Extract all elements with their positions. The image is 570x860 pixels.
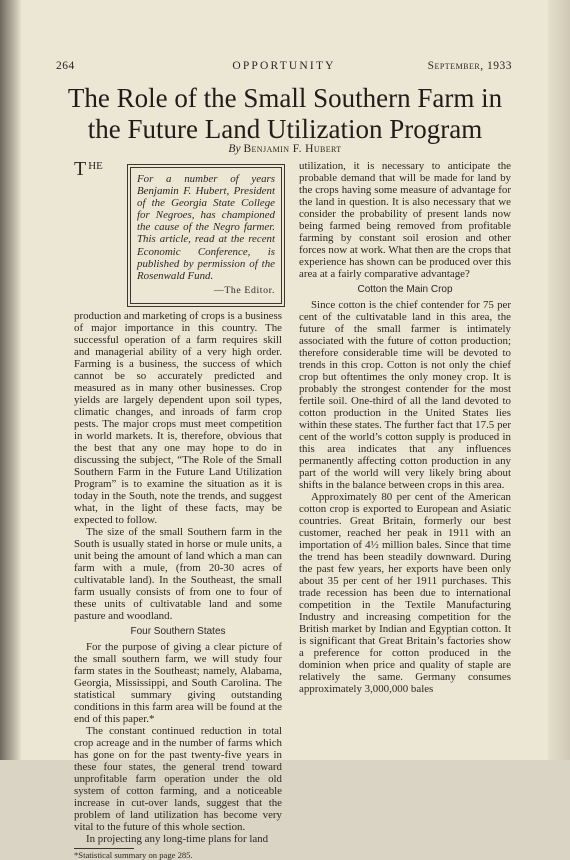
drop-cap: T [74,158,87,180]
subhead-cotton: Cotton the Main Crop [357,284,453,295]
lead-paragraph-text: production and marketing of crops is a business of major importance in this country. The successful operation of a farm requires skill and managerial ability of a very high order. Farming is a business, the success of which cannot be so accurately predicted and measured as in many other businesses. Crop yields are largely dependent upon soil types, climatic changes, and inroads of farm crop pests. The major crops must meet competition in world markets. It is, therefore, obvious that the best that any one may hope to do in discussing the subject, “The Role of the Small Southern Farm in the Future Land Utilization Program” is to examine the situation as it is today in the South, note the trends, and suggest what, in the light of these facts, may be expected to follow. [74,309,282,526]
editor-note-box [130,167,282,304]
byline-prefix: By [228,143,241,155]
lead-first-word: HE [88,160,103,172]
running-header [56,60,512,76]
editor-credit: —The Editor. [213,284,275,296]
footnote-rule [74,848,134,849]
subhead-four-states: Four Southern States [130,625,226,637]
page-edge [548,0,570,760]
byline [50,143,520,155]
author-name: Benjamin F. Hubert [243,143,342,155]
article-title: The Role of the Small Southern Farm in the Future Land Utilization Program [67,83,503,144]
right-column [299,160,511,695]
magazine-name: OPPORTUNITY [232,60,336,72]
book-spine-shadow [0,0,22,760]
paragraph-farm-size: The size of the small Southern farm in the South is usually stated in horse or mule units, a unit being the amount of land which a man can farm with a mule, (from 20-30 acres of cultivatable land). In the Southeast, the small farm usually consists of from one to four of these units of cultivatable land and some pasture and woodland. [74,525,282,622]
issue-date: September, 1933 [427,60,512,72]
page-number: 264 [56,60,75,72]
editor-note-text: For a number of years Benjamin F. Hubert, President of the Georgia State College for Negroes, has championed the cause of the Negro farmer. This article, read at the recent Economic Conference, is published by permission of the Rosenwald Fund. [137,173,275,282]
paragraph-four-states: For the purpose of giving a clear picture of the small southern farm, we will study four farm states in the Southeast; namely, Alabama, Georgia, Mississippi, and South Carolina. The statistical summary giving outstanding conditions in this farm area will be found at the end of this paper.* [74,640,282,725]
left-column [74,160,282,860]
paragraph-land-demand: utilization, it is necessary to anticipate the probable demand that will be made for land by the crops having some measure of advantage for the land in question. It is also necessary that we consider the probability of present lands now being farmed being removed from profitable farming by constant soil erosion and other forces now at work. What then are the crops that experience has shown can be produced over this area at a fairly comparative advantage? [299,160,511,280]
paragraph-cotton-main-crop: Since cotton is the chief contender for 75 per cent of the cultivatable land in this area, the future of the small farmer is intimately associated with the future of cotton production; therefore considerable time will be devoted to trends in this crop. Cotton is not only the chief crop but oftentimes the only money crop. It is probably the strongest contender for the most fertile soil. One-third of all the land devoted to cotton production in the United States lies within these states. The further fact that 17.5 per cent of the world’s cotton supply is produced in this area indicates that any influences permanently affecting cotton production in any part of the world will very likely bring about shifts in the balance between crops in this area. [299,299,511,491]
paragraph-long-time-plans: In projecting any long-time plans for land [86,832,269,845]
footnote: *Statistical summary on page 285. [74,849,193,860]
paragraph-cotton-exports: Approximately 80 per cent of the American cotton crop is exported to European and Asiatic countries. Great Britain, formerly our best customer, reached her peak in 1911 with an importation of 4½ million bales. Since that time the trend has been steadily downward. During the past few years, her exports have been only about 35 per cent of her 1911 purchases. This trade recession has been due to international competition in the Textile Manufacturing Industry and increasing competition for the British market by Indian and Egyptian cotton. It is significant that Great Britain’s factories show a preference for cotton produced in the dominion when price and quality of staple are relatively the same. Germany consumes approximately 3,000,000 bales [299,491,511,695]
paragraph-crop-reduction: The constant continued reduction in total crop acreage and in the number of farms which has gone on for the past twenty-five years in these four states, the general trend toward unprofitable farm operation under the old system of cotton farming, and a noticeable increase in cut-over lands, suggest that the problem of land utilization has become very vital to the future of this whole section. [74,724,282,833]
